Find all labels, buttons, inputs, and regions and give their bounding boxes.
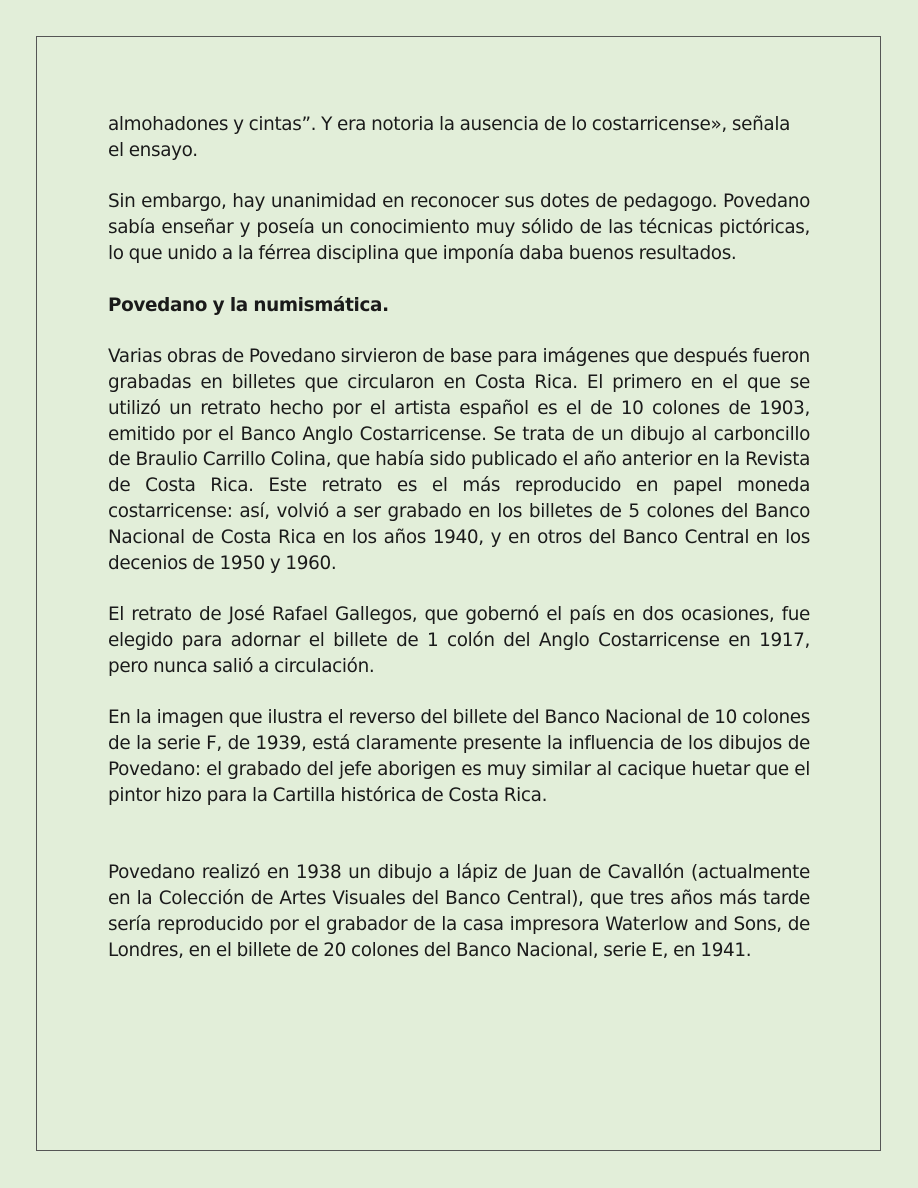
paragraph-4: El retrato de José Rafael Gallegos, que gobernó el país en dos ocasiones, fue elegido para adornar el billete de 1 colón del Anglo Costarricense en 1917, pero nunca salió a circulación. xyxy=(108,604,810,677)
paragraph-6: Povedano realizó en 1938 un dibujo a lápiz de Juan de Cavallón (actualmente en la Colección de Artes Visuales del Banco Central), que tres años más tarde sería reproducido por el grabador de la casa impresora Waterlow and Sons, de Londres, en el billete de 20 colones del Banco Nacional, serie E, en 1941. xyxy=(108,862,810,961)
paragraph-3: Varias obras de Povedano sirvieron de base para imágenes que después fueron grabadas en billetes que circularon en Costa Rica. El primero en el que se utilizó un retrato hecho por el artista español es el de 10 colones de 1903, emitido por el Banco Anglo Costarricense. Se trata de un dibujo al carboncillo de Braulio Carrillo Colina, que había sido publicado el año anterior en la Revista de Costa Rica. Este retrato es el más reproducido en papel moneda costarricense: así, volvió a ser grabado en los billetes de 5 colones del Banco Nacional de Costa Rica en los años 1940, y en otros del Banco Central en los decenios de 1950 y 1960. xyxy=(108,346,810,574)
paragraph-1: almohadones y cintas”. Y era notoria la ausencia de lo costarricense», señala el ensayo. xyxy=(108,114,790,161)
section-heading: Povedano y la numismática. xyxy=(108,294,389,316)
paragraph-2: Sin embargo, hay unanimidad en reconocer sus dotes de pedagogo. Povedano sabía enseñar y poseía un conocimiento muy sólido de las técnicas pictóricas, lo que unido a la férrea disciplina que imponía daba buenos resultados. xyxy=(108,191,810,264)
document-body xyxy=(108,112,810,989)
paragraph-5: En la imagen que ilustra el reverso del billete del Banco Nacional de 10 colones de la serie F, de 1939, está claramente presente la influencia de los dibujos de Povedano: el grabado del jefe aborigen es muy similar al cacique huetar que el pintor hizo para la Cartilla histórica de Costa Rica. xyxy=(108,707,810,806)
